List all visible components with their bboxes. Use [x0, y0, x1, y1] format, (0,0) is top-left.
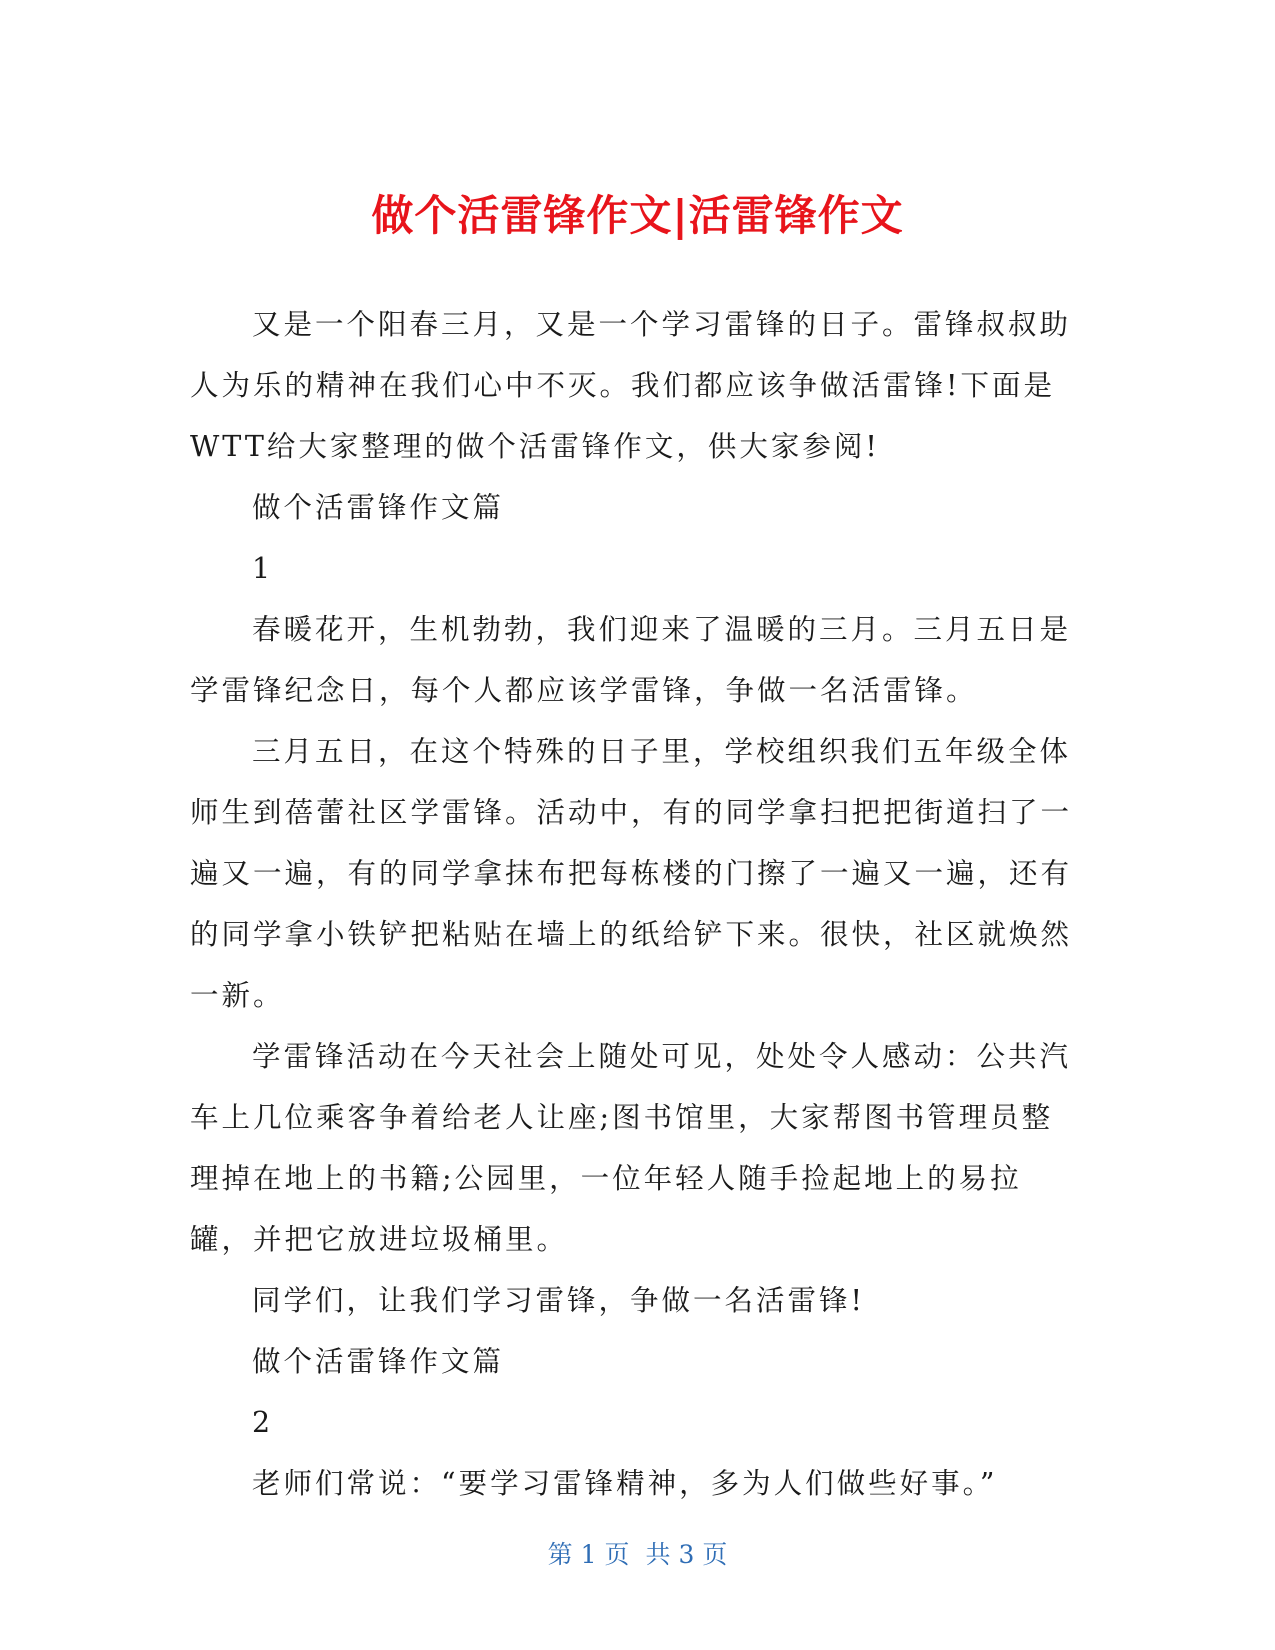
paragraph: 老师们常说：“要学习雷锋精神，多为人们做些好事。” [252, 1467, 998, 1500]
page-footer [0, 1538, 1275, 1572]
current-page-number: 1 [580, 1540, 597, 1569]
section-heading-1: 做个活雷锋作文篇 [252, 491, 505, 524]
section-number-1: 1 [252, 552, 274, 585]
paragraph: 春暖花开，生机勃勃，我们迎来了温暖的三月。三月五日是学雷锋纪念日，每个人都应该学雷锋，争做一名活雷锋。 [190, 613, 1072, 707]
paragraph-intro: 又是一个阳春三月，又是一个学习雷锋的日子。雷锋叔叔助人为乐的精神在我们心中不灭。我们都应该争做活雷锋!下面是WTT给大家整理的做个活雷锋作文，供大家参阅! [190, 308, 1072, 463]
paragraph: 同学们，让我们学习雷锋，争做一名活雷锋! [252, 1284, 865, 1317]
document-title: 做个活雷锋作文|活雷锋作文 [371, 191, 904, 241]
page-label-mid: 页 共 [604, 1540, 671, 1569]
total-pages-number: 3 [678, 1540, 695, 1569]
page-label-suffix: 页 [702, 1540, 728, 1569]
page-label-prefix: 第 [547, 1540, 573, 1569]
paragraph: 三月五日，在这个特殊的日子里，学校组织我们五年级全体师生到蓓蕾社区学雷锋。活动中，有的同学拿扫把把街道扫了一遍又一遍，有的同学拿抹布把每栋楼的门擦了一遍又一遍，还有的同学拿小铁铲把粘贴在墙上的纸给铲下来。很快，社区就焕然一新。 [190, 735, 1073, 1012]
section-number-2: 2 [252, 1406, 274, 1439]
document-body [190, 294, 1075, 1514]
section-heading-2: 做个活雷锋作文篇 [252, 1345, 505, 1378]
paragraph: 学雷锋活动在今天社会上随处可见，处处令人感动：公共汽车上几位乘客争着给老人让座;图书馆里，大家帮图书管理员整理掉在地上的书籍;公园里，一位年轻人随手捡起地上的易拉罐，并把它放进垃圾桶里。 [190, 1040, 1072, 1256]
